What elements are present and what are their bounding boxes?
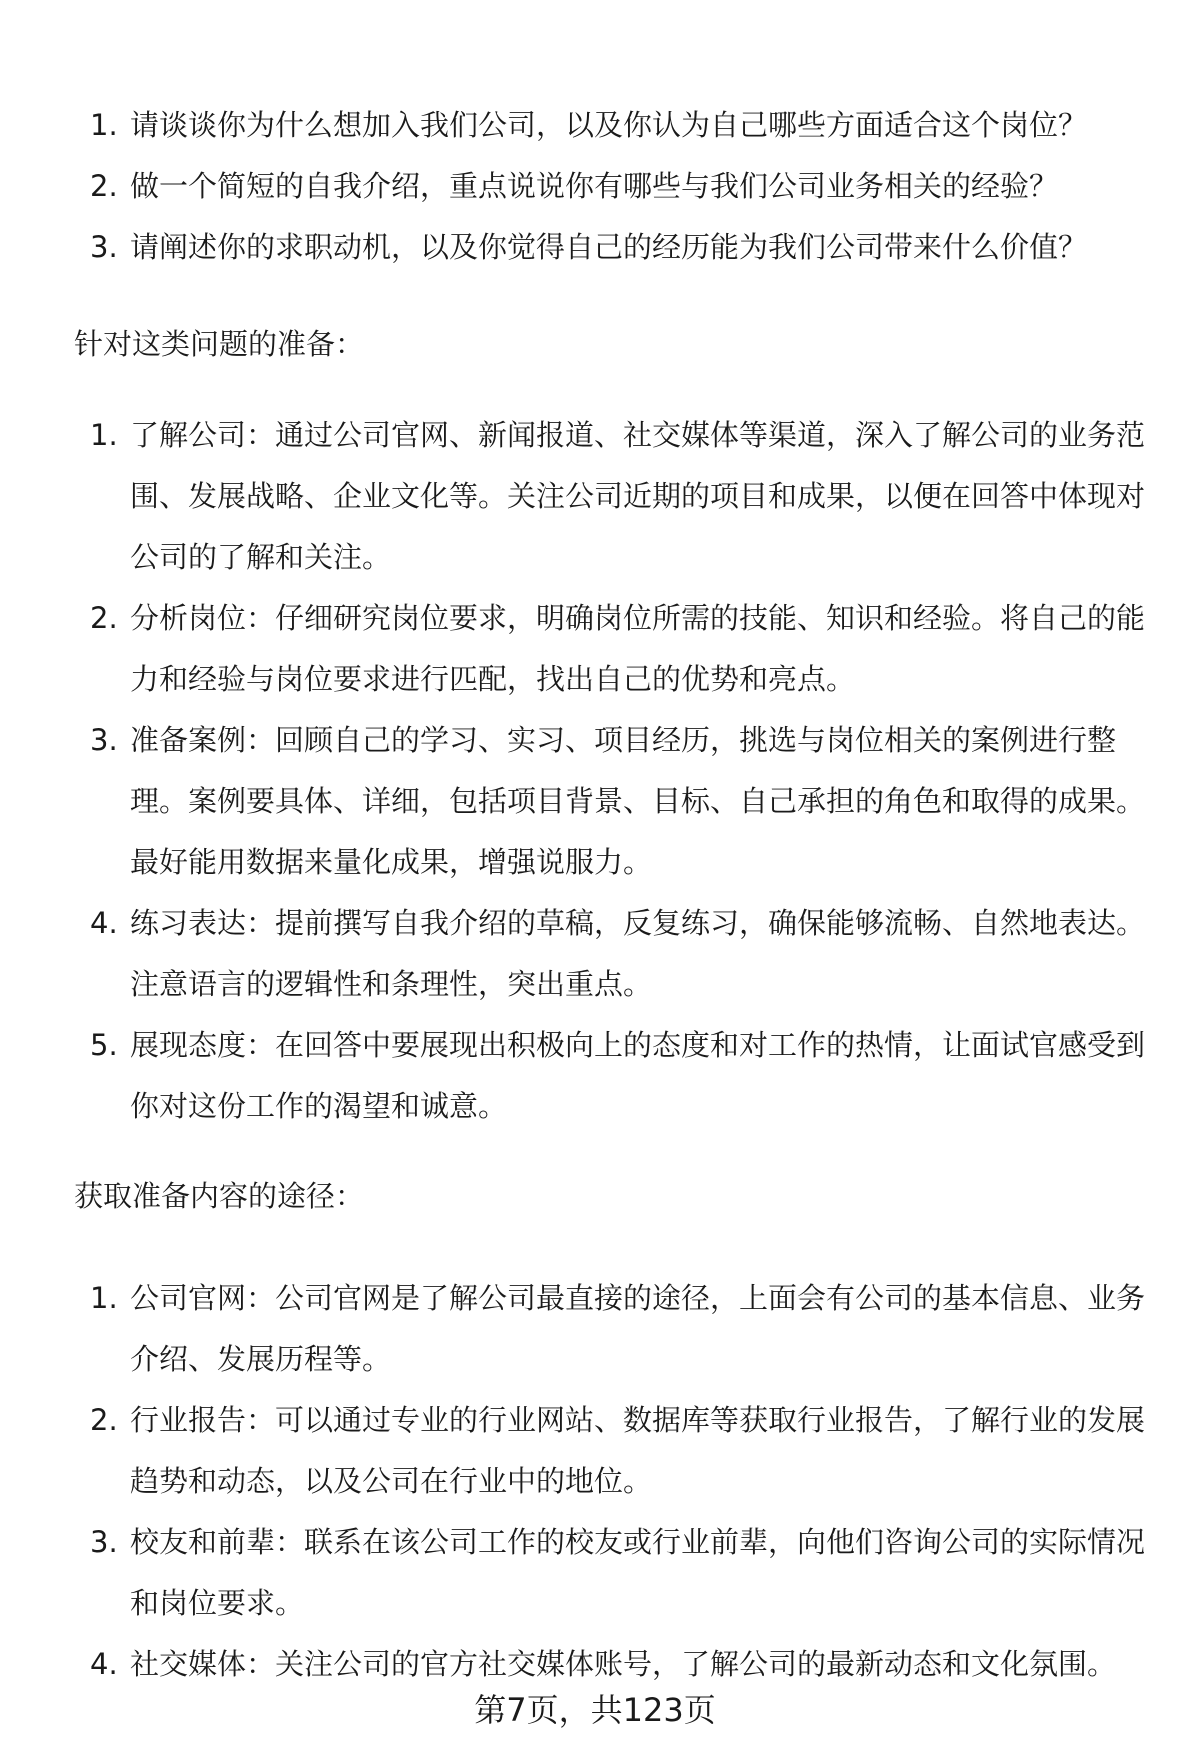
item-text: 请谈谈你为什么想加入我们公司，以及你认为自己哪些方面适合这个岗位？ — [130, 108, 1088, 142]
list-item — [74, 893, 1154, 1015]
item-number: 1. — [90, 418, 118, 452]
sources-list — [74, 1268, 1154, 1695]
list-item — [74, 1390, 1154, 1512]
list-item — [74, 405, 1154, 588]
list-item — [74, 1268, 1154, 1390]
item-number: 3. — [90, 1525, 118, 1559]
item-number: 3. — [90, 723, 118, 757]
item-text: 社交媒体：关注公司的官方社交媒体账号，了解公司的最新动态和文化氛围。 — [130, 1647, 1117, 1681]
document-body — [74, 95, 1154, 1695]
item-number: 3. — [90, 230, 118, 264]
section-heading-sources: 获取准备内容的途径： — [74, 1179, 365, 1213]
item-text: 准备案例：回顾自己的学习、实习、项目经历，挑选与岗位相关的案例进行整理。案例要具体、详细，包括项目背景、目标、自己承担的角色和取得的成果。最好能用数据来量化成果，增强说服力。 — [130, 723, 1146, 879]
page-number: 第7页，共123页 — [474, 1691, 716, 1729]
prep-list — [74, 405, 1154, 1137]
item-number: 1. — [90, 108, 118, 142]
item-text: 练习表达：提前撰写自我介绍的草稿，反复练习，确保能够流畅、自然地表达。注意语言的逻辑性和条理性，突出重点。 — [130, 906, 1146, 1001]
item-text: 公司官网：公司官网是了解公司最直接的途径，上面会有公司的基本信息、业务介绍、发展历程等。 — [130, 1281, 1146, 1376]
list-item — [74, 217, 1154, 278]
item-number: 4. — [90, 906, 118, 940]
list-item — [74, 95, 1154, 156]
item-text: 展现态度：在回答中要展现出积极向上的态度和对工作的热情，让面试官感受到你对这份工作的渴望和诚意。 — [130, 1028, 1146, 1123]
item-text: 了解公司：通过公司官网、新闻报道、社交媒体等渠道，深入了解公司的业务范围、发展战略、企业文化等。关注公司近期的项目和成果，以便在回答中体现对公司的了解和关注。 — [130, 418, 1146, 574]
intro-question-list — [74, 95, 1154, 278]
item-number: 1. — [90, 1281, 118, 1315]
item-number: 2. — [90, 169, 118, 203]
item-text: 行业报告：可以通过专业的行业网站、数据库等获取行业报告，了解行业的发展趋势和动态，以及公司在行业中的地位。 — [130, 1403, 1146, 1498]
list-item — [74, 1512, 1154, 1634]
item-text: 校友和前辈：联系在该公司工作的校友或行业前辈，向他们咨询公司的实际情况和岗位要求。 — [130, 1525, 1146, 1620]
item-text: 分析岗位：仔细研究岗位要求，明确岗位所需的技能、知识和经验。将自己的能力和经验与岗位要求进行匹配，找出自己的优势和亮点。 — [130, 601, 1146, 696]
item-text: 做一个简短的自我介绍，重点说说你有哪些与我们公司业务相关的经验？ — [130, 169, 1059, 203]
list-item — [74, 710, 1154, 893]
list-item — [74, 588, 1154, 710]
item-text: 请阐述你的求职动机，以及你觉得自己的经历能为我们公司带来什么价值？ — [130, 230, 1088, 264]
list-item — [74, 156, 1154, 217]
item-number: 2. — [90, 601, 118, 635]
list-item — [74, 1015, 1154, 1137]
item-number: 5. — [90, 1028, 118, 1062]
list-item — [74, 1634, 1154, 1695]
item-number: 4. — [90, 1647, 118, 1681]
item-number: 2. — [90, 1403, 118, 1437]
section-heading-prep: 针对这类问题的准备： — [74, 327, 365, 361]
